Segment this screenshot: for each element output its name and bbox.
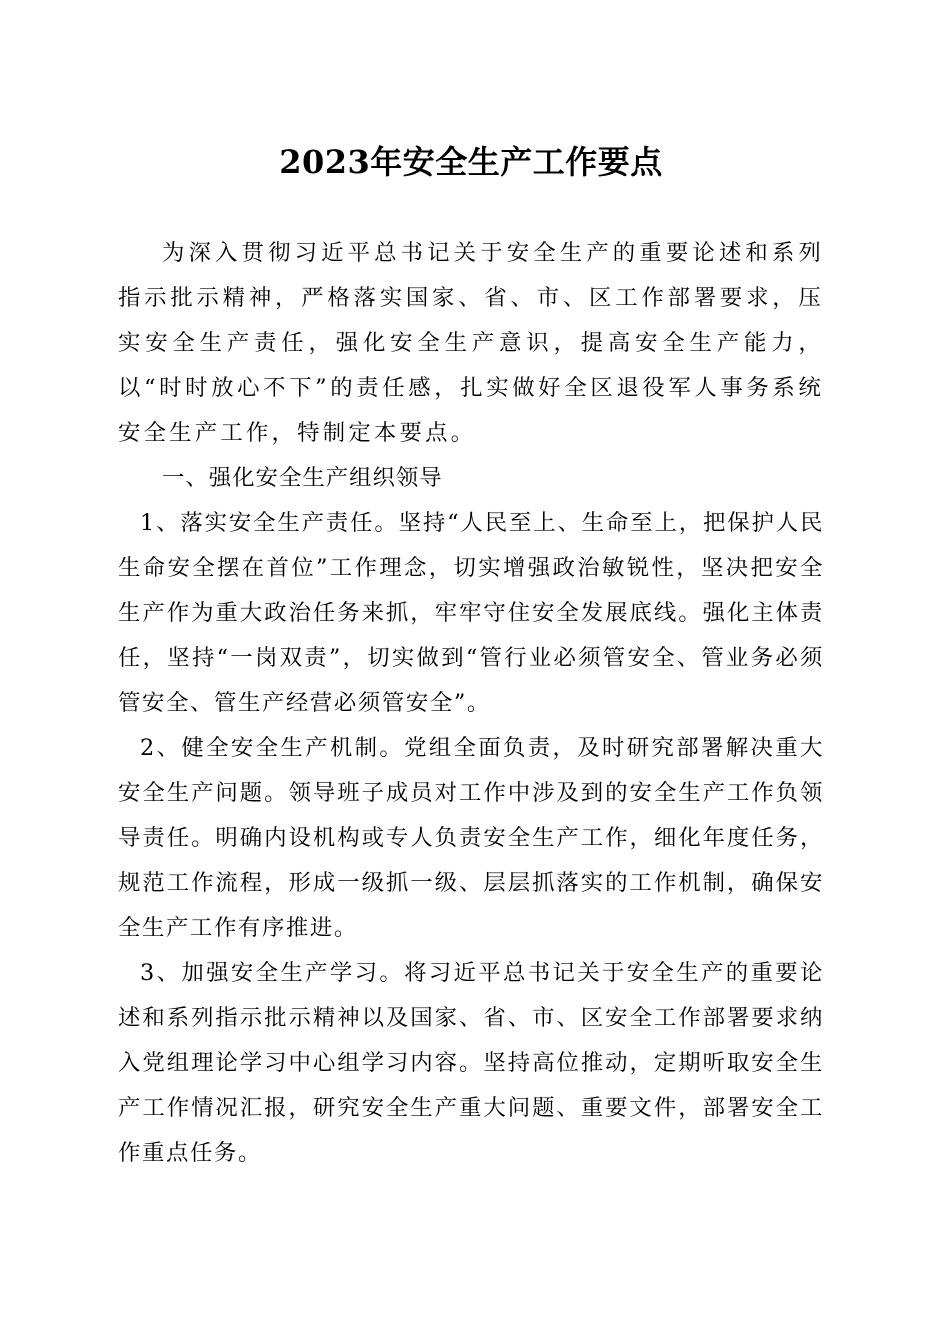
intro-paragraph: 为深入贯彻习近平总书记关于安全生产的重要论述和系列指示批示精神，严格落实国家、省、市、区工作部署要求，压实安全生产责任，强化安全生产意识，提高安全生产能力，以“时时放心不下”的责任感，扎实做好全区退役军人事务系统安全生产工作，特制定本要点。: [118, 240, 824, 446]
section-heading: 一、强化安全生产组织领导: [162, 465, 443, 491]
item-paragraph-2: 2、健全安全生产机制。党组全面负责，及时研究部署解决重大安全生产问题。领导班子成员对工作中涉及到的安全生产工作负领导责任。明确内设机构或专人负责安全生产工作，细化年度任务，规范工作流程，形成一级抓一级、层层抓落实的工作机制，确保安全生产工作有序推进。: [118, 735, 824, 941]
document-page: [118, 140, 824, 1176]
document-body: [118, 231, 824, 1176]
item-paragraph-1: 1、落实安全生产责任。坚持“人民至上、生命至上，把保护人民生命安全摆在首位”工作理念，切实增强政治敏锐性，坚决把安全生产作为重大政治任务来抓，牢牢守住安全发展底线。强化主体责任，坚持“一岗双责”，切实做到“管行业必须管安全、管业务必须管安全、管生产经营必须管安全”。: [118, 510, 824, 716]
document-title: 2023年安全生产工作要点: [279, 143, 663, 181]
item-paragraph-3: 3、加强安全生产学习。将习近平总书记关于安全生产的重要论述和系列指示批示精神以及国家、省、市、区安全工作部署要求纳入党组理论学习中心组学习内容。坚持高位推动，定期听取安全生产工作情况汇报，研究安全生产重大问题、重要文件，部署安全工作重点任务。: [118, 960, 824, 1166]
